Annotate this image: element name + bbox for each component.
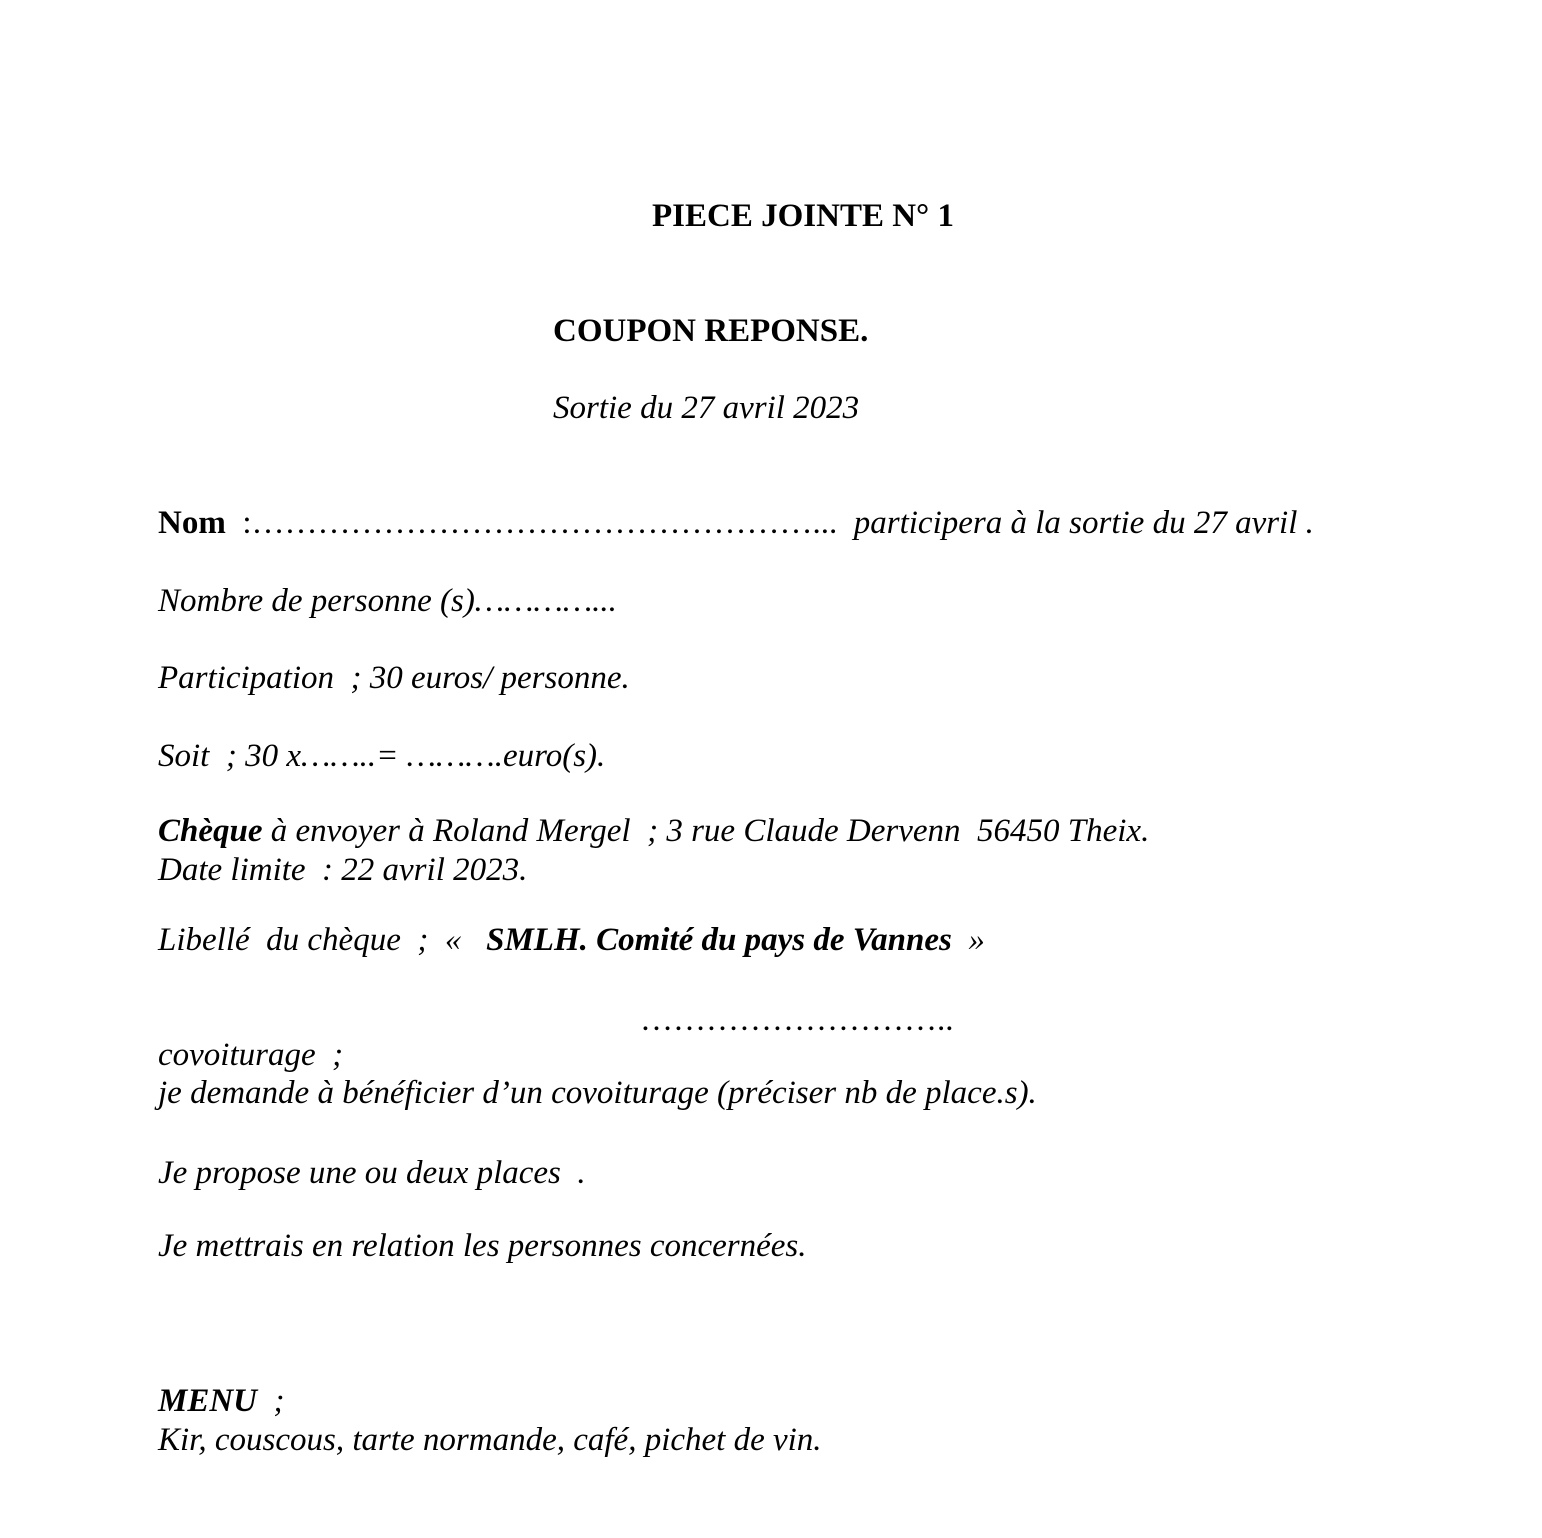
paragraph-nom-line <box>158 504 1314 543</box>
paragraph-piece-jointe-title <box>652 197 954 236</box>
paragraph-libelle-cheque <box>158 921 985 960</box>
text-segment: Nom <box>158 505 226 541</box>
paragraph-participation <box>158 659 630 698</box>
paragraph-mise-en-relation <box>158 1227 807 1266</box>
paragraph-date-limite <box>158 851 527 890</box>
paragraph-sortie-date <box>553 389 859 428</box>
text-segment: ……………………….. <box>640 1002 954 1038</box>
text-segment: covoiturage ; <box>158 1037 344 1073</box>
text-segment: Je mettrais en relation les personnes concernées. <box>158 1228 807 1264</box>
text-segment: » <box>951 922 985 958</box>
paragraph-nombre-personnes <box>158 582 617 621</box>
paragraph-coupon-title <box>553 312 868 351</box>
text-segment: SMLH. Comité du pays de Vannes <box>486 922 952 958</box>
text-segment: à envoyer à Roland Mergel ; 3 rue Claude Dervenn 56450 Theix. <box>262 813 1150 849</box>
text-segment: Je propose une ou deux places . <box>158 1155 586 1191</box>
text-segment: je demande à bénéficier d’un covoiturage (préciser nb de place.s). <box>158 1075 1037 1111</box>
text-segment: :……………………………………………... <box>225 505 854 541</box>
text-segment: Chèque <box>158 813 263 849</box>
paragraph-menu-items <box>158 1421 822 1460</box>
text-segment: Sortie du 27 avril 2023 <box>553 390 860 426</box>
text-segment: Kir, couscous, tarte normande, café, pichet de vin. <box>158 1422 822 1458</box>
paragraph-soit-calc <box>158 737 605 776</box>
text-segment: Participation ; 30 euros/ personne. <box>158 660 630 696</box>
text-segment: participera à la sortie du 27 avril . <box>853 505 1314 541</box>
paragraph-covoiturage-label <box>158 1036 343 1075</box>
paragraph-propose-places <box>158 1154 586 1193</box>
text-segment: COUPON REPONSE. <box>553 313 869 349</box>
text-segment: ; <box>257 1383 285 1419</box>
paragraph-covoiturage-demande <box>158 1074 1037 1113</box>
text-segment: Date limite : 22 avril 2023. <box>158 852 528 888</box>
paragraph-menu-label <box>158 1382 285 1421</box>
text-segment: Soit ; 30 x……..= ……….euro(s). <box>158 738 606 774</box>
text-segment: Libellé du chèque ; « <box>158 922 487 958</box>
paragraph-cheque-envoi <box>158 812 1149 851</box>
paragraph-dots-line <box>640 1001 954 1040</box>
text-segment: PIECE JOINTE N° 1 <box>652 198 954 234</box>
text-segment: MENU <box>158 1383 258 1419</box>
text-segment: Nombre de personne (s)…………... <box>158 583 617 619</box>
